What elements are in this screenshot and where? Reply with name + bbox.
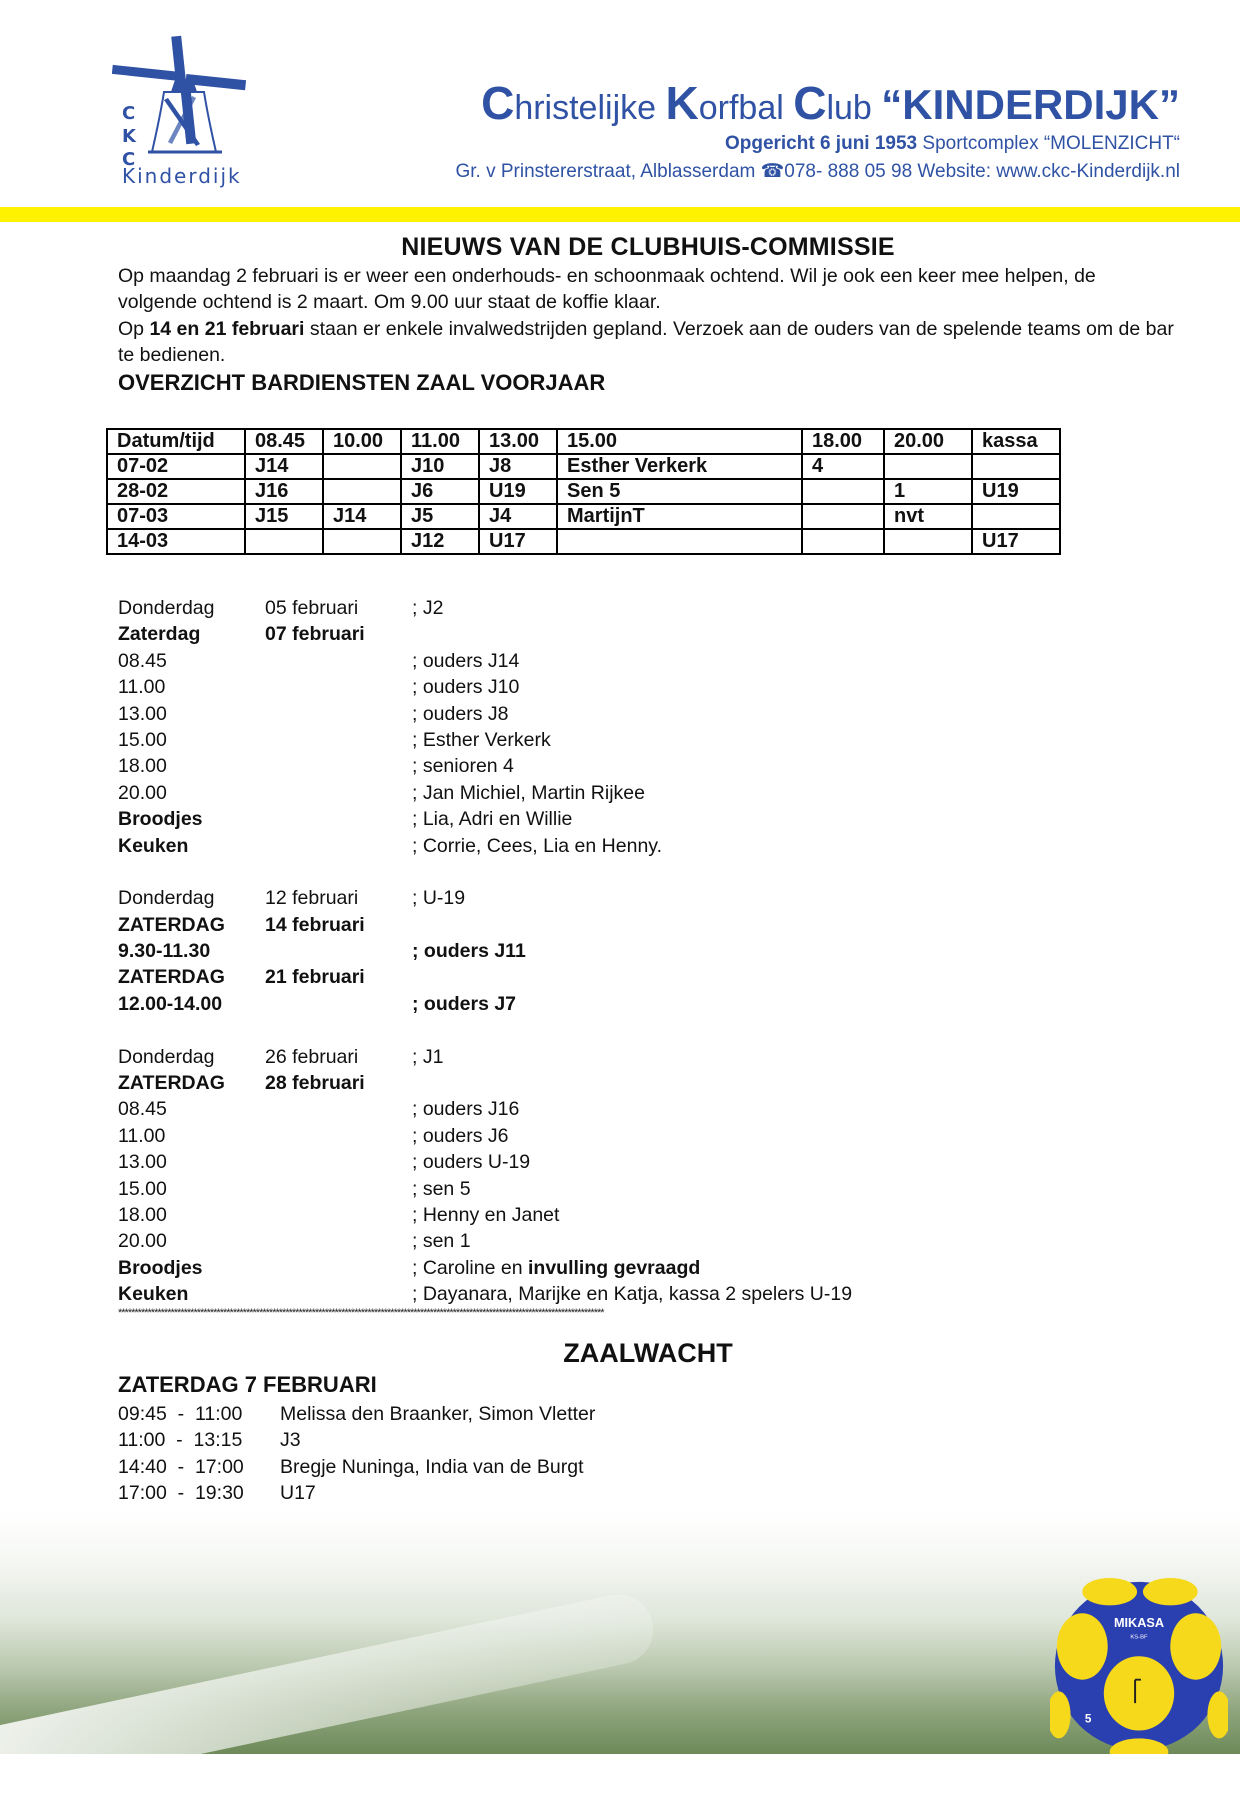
table-cell: 14-03 <box>107 529 245 554</box>
schedule-date <box>265 701 412 727</box>
schedule-label: Broodjes <box>118 1256 203 1279</box>
schedule-assignee: ; ouders U-19 <box>412 1151 531 1174</box>
schedule-date <box>265 753 412 779</box>
schedule-label: 12.00-14.00 <box>118 992 223 1015</box>
table-cell <box>802 479 884 504</box>
schedule-row <box>118 1096 1178 1122</box>
overview-title: OVERZICHT BARDIENSTEN ZAAL VOORJAAR <box>118 369 606 395</box>
schedule-label: 13.00 <box>118 1151 167 1174</box>
schedule-assignee: ; Henny en Janet <box>412 1203 560 1226</box>
table-cell: 28-02 <box>107 479 245 504</box>
founded-line <box>725 133 1180 155</box>
schedule-date <box>265 780 412 806</box>
text: Op <box>118 317 150 340</box>
zaalwacht-row <box>118 1454 595 1480</box>
table-cell: U19 <box>972 479 1060 504</box>
text: staan er enkele invalwedstrijden gepland. Verzoek aan de ouders van de spelende teams om de bar te bedienen. <box>118 317 1174 366</box>
schedule-date <box>265 991 412 1017</box>
table-cell: J8 <box>479 454 557 479</box>
club-name: “KINDERDIJK” <box>881 81 1180 128</box>
table-cell: U17 <box>479 529 557 554</box>
schedule-row <box>118 1255 1178 1281</box>
schedule-assignee: ; senioren 4 <box>412 755 514 778</box>
table-cell <box>972 454 1060 479</box>
title-word: hristelijke <box>514 89 666 127</box>
schedule-assignee: ; U-19 <box>412 887 466 910</box>
schedule-date <box>265 938 412 964</box>
bar-duty-table <box>106 428 1061 555</box>
schedule-assignee: ; ouders J7 <box>412 992 517 1015</box>
table-cell: J10 <box>401 454 479 479</box>
zaalwacht-row <box>118 1480 595 1506</box>
table-cell: J16 <box>245 479 323 504</box>
logo-letter: K <box>122 126 136 147</box>
schedule-label: 18.00 <box>118 755 167 778</box>
schedule-date: 28 februari <box>265 1072 365 1095</box>
schedule-assignee: ; J2 <box>412 597 444 619</box>
founded-date: Opgericht 6 juni 1953 <box>724 133 918 154</box>
schedule-label: 18.00 <box>118 1203 167 1226</box>
news-title: NIEUWS VAN DE CLUBHUIS-COMMISSIE <box>401 233 895 261</box>
schedule-assignee: ; ouders J16 <box>412 1098 520 1121</box>
schedule-row <box>118 621 1178 647</box>
table-header-cell: 13.00 <box>479 429 557 454</box>
schedule-label: Keuken <box>118 1283 189 1306</box>
table-cell: 1 <box>884 479 972 504</box>
table-cell: 07-02 <box>107 454 245 479</box>
schedule-assignee: ; sen 5 <box>412 1177 471 1200</box>
time-slot: 11:00 - 13:15 <box>118 1429 243 1452</box>
title-initial: C <box>481 77 515 129</box>
table-row <box>107 529 1060 554</box>
schedule-label: Zaterdag <box>118 623 201 646</box>
schedule-label: 15.00 <box>118 728 167 751</box>
schedule-date <box>265 727 412 753</box>
news-section <box>118 230 1178 396</box>
schedule-date <box>265 674 412 700</box>
highlight-dates: 14 en 21 februari <box>149 317 305 340</box>
schedule-label: Donderdag <box>118 597 215 619</box>
venue: Sportcomplex “MOLENZICHT“ <box>917 133 1180 154</box>
table-cell: U17 <box>972 529 1060 554</box>
schedule-row <box>118 727 1178 753</box>
schedule-label: Donderdag <box>118 1045 215 1068</box>
title-initial: K <box>665 77 699 129</box>
schedule-date <box>265 833 412 859</box>
schedule-label: ZATERDAG <box>118 966 225 989</box>
schedule-label: 9.30-11.30 <box>118 940 211 963</box>
table-header-cell: 08.45 <box>245 429 323 454</box>
club-logo <box>112 32 262 197</box>
schedule-assignee: ; ouders J6 <box>412 1124 509 1147</box>
schedule-date <box>265 1176 412 1202</box>
schedule-label: Broodjes <box>118 808 203 831</box>
schedule-row <box>118 674 1178 700</box>
title-word: lub <box>826 89 882 127</box>
table-cell: J14 <box>323 504 401 529</box>
assignee: J3 <box>280 1429 301 1452</box>
schedule-row <box>118 964 1178 990</box>
spacer <box>118 1017 1178 1043</box>
schedule-date <box>265 1228 412 1254</box>
news-paragraph: Op maandag 2 februari is er weer een onderhouds- en schoonmaak ochtend. Wil je ook een keer mee helpen, de volgende ochtend is 2 maart. Om 9.00 uur staat de koffie klaar. <box>118 264 1096 313</box>
logo-letter: C <box>122 149 136 170</box>
table-header-cell: kassa <box>972 429 1060 454</box>
schedule-assignee: ; Esther Verkerk <box>412 728 551 751</box>
schedule-assignee: ; ouders J10 <box>412 676 520 699</box>
schedule-date: 12 februari <box>265 887 359 910</box>
schedule-label: 15.00 <box>118 1177 167 1200</box>
table-cell <box>972 504 1060 529</box>
time-slot: 17:00 - 19:30 <box>118 1482 244 1505</box>
schedule-row <box>118 991 1178 1017</box>
schedule-row <box>118 1281 1178 1307</box>
table-cell <box>884 454 972 479</box>
phone-icon: ☎ <box>760 161 785 182</box>
table-cell: Sen 5 <box>557 479 802 504</box>
separator: **************************************************************************************************************************************************** <box>118 1308 604 1318</box>
address-line <box>455 160 1180 183</box>
zaalwacht-row <box>118 1401 595 1427</box>
table-cell: J5 <box>401 504 479 529</box>
assignee: U17 <box>280 1482 316 1505</box>
schedule-row <box>118 1228 1178 1254</box>
table-cell <box>802 504 884 529</box>
phone-number: 078- 888 05 98 <box>784 161 913 182</box>
logo-name: Kinderdijk <box>122 164 242 188</box>
schedule-row <box>118 780 1178 806</box>
table-header-cell: 10.00 <box>323 429 401 454</box>
schedule-date: 21 februari <box>265 966 365 989</box>
schedule-row <box>118 912 1178 938</box>
schedule-assignee: ; Jan Michiel, Martin Rijkee <box>412 781 645 804</box>
schedule-assignee <box>412 1070 1178 1096</box>
table-cell: 4 <box>802 454 884 479</box>
table-row <box>107 504 1060 529</box>
table-header-cell: 20.00 <box>884 429 972 454</box>
schedule-row <box>118 938 1178 964</box>
address: Gr. v Prinstererstraat, Alblasserdam <box>455 161 761 182</box>
website: Website: www.ckc-Kinderdijk.nl <box>912 161 1180 182</box>
table-cell: MartijnT <box>557 504 802 529</box>
table-cell: J14 <box>245 454 323 479</box>
table-row <box>107 479 1060 504</box>
zaalwacht-title: ZAALWACHT <box>563 1338 733 1368</box>
schedule-date <box>265 1149 412 1175</box>
schedule-label: 13.00 <box>118 702 167 725</box>
yellow-divider <box>0 207 1240 222</box>
logo-letter: C <box>122 103 136 124</box>
schedule-row <box>118 1044 1178 1070</box>
table-cell <box>557 529 802 554</box>
ball-brand: MIKASA <box>1113 1614 1165 1630</box>
table-cell: J12 <box>401 529 479 554</box>
assignee: Bregje Nuninga, India van de Burgt <box>280 1455 584 1478</box>
schedule-assignee: ; Dayanara, Marijke en Katja, kassa 2 spelers U-19 <box>412 1283 853 1306</box>
schedule-note: invulling gevraagd <box>527 1256 701 1279</box>
zaalwacht-row <box>118 1427 595 1453</box>
schedule-assignee: ; J1 <box>412 1045 444 1068</box>
schedule-assignee: ; sen 1 <box>412 1230 471 1253</box>
schedule-assignee <box>412 964 1178 990</box>
schedule-label: 11.00 <box>118 676 166 699</box>
schedule-row <box>118 806 1178 832</box>
schedule-assignee: ; ouders J14 <box>412 649 520 672</box>
schedule-row <box>118 1123 1178 1149</box>
table-cell: U19 <box>479 479 557 504</box>
korfball-icon <box>1050 1578 1228 1754</box>
time-slot: 09:45 - 11:00 <box>118 1403 243 1425</box>
title-initial: C <box>793 77 827 129</box>
schedule-row <box>118 1149 1178 1175</box>
schedule-row <box>118 885 1178 911</box>
schedule-assignee: ; ouders J8 <box>412 702 509 725</box>
table-cell <box>884 529 972 554</box>
schedule-date <box>265 1123 412 1149</box>
schedule-date: 05 februari <box>265 597 359 619</box>
schedule-assignee: ; Lia, Adri en Willie <box>412 808 573 831</box>
schedule-label: Donderdag <box>118 887 215 910</box>
schedule-assignee <box>412 912 1178 938</box>
club-title <box>481 76 1180 130</box>
schedule-row <box>118 833 1178 859</box>
zaalwacht-list <box>118 1401 595 1507</box>
ball-model: KS-BF <box>1130 1634 1148 1641</box>
schedule-label: 08.45 <box>118 649 167 672</box>
schedule-date <box>265 1202 412 1228</box>
table-header-cell: 11.00 <box>401 429 479 454</box>
schedule-row <box>118 1070 1178 1096</box>
table-header-cell: 15.00 <box>557 429 802 454</box>
schedule-date <box>265 1255 412 1281</box>
schedule-label: 11.00 <box>118 1124 166 1147</box>
table-header-cell: 18.00 <box>802 429 884 454</box>
table-cell: J4 <box>479 504 557 529</box>
table-cell <box>323 454 401 479</box>
spacer <box>118 859 1178 885</box>
table-cell: nvt <box>884 504 972 529</box>
ball-size: 5 <box>1084 1712 1092 1726</box>
news-paragraph <box>118 316 1178 369</box>
schedule-assignee: ; Caroline en <box>412 1256 528 1279</box>
schedule-assignee: ; ouders J11 <box>412 940 526 963</box>
assignee: Melissa den Braanker, Simon Vletter <box>280 1403 596 1425</box>
table-row <box>107 454 1060 479</box>
schedule-label: Keuken <box>118 834 189 857</box>
logo-letters <box>122 102 136 171</box>
zaalwacht-date: ZATERDAG 7 FEBRUARI <box>118 1372 377 1397</box>
schedule-label: ZATERDAG <box>118 1072 225 1095</box>
schedule-row <box>118 1176 1178 1202</box>
time-slot: 14:40 - 17:00 <box>118 1455 244 1478</box>
table-cell <box>802 529 884 554</box>
schedule-date <box>265 1281 412 1307</box>
table-cell <box>323 479 401 504</box>
schedule-row <box>118 595 1178 621</box>
table-cell: J6 <box>401 479 479 504</box>
schedule-date: 26 februari <box>265 1045 359 1068</box>
table-cell: Esther Verkerk <box>557 454 802 479</box>
schedule-label: ZATERDAG <box>118 913 225 936</box>
schedule-row <box>118 753 1178 779</box>
schedule-date <box>265 806 412 832</box>
schedule-row <box>118 1202 1178 1228</box>
schedule-assignee: ; Corrie, Cees, Lia en Henny. <box>412 834 663 857</box>
schedule-date <box>265 648 412 674</box>
bar-duty-schedule <box>118 595 1178 1308</box>
title-word: orfbal <box>698 89 794 127</box>
schedule-assignee <box>412 621 1178 647</box>
table-header-row <box>107 429 1060 454</box>
table-cell: J15 <box>245 504 323 529</box>
schedule-row <box>118 648 1178 674</box>
schedule-date: 07 februari <box>265 623 365 646</box>
table-cell <box>323 529 401 554</box>
table-cell <box>245 529 323 554</box>
schedule-label: 20.00 <box>118 781 167 804</box>
schedule-row <box>118 701 1178 727</box>
schedule-date <box>265 1096 412 1122</box>
schedule-date: 14 februari <box>265 913 365 936</box>
schedule-label: 20.00 <box>118 1230 167 1253</box>
table-header-cell: Datum/tijd <box>107 429 245 454</box>
table-cell: 07-03 <box>107 504 245 529</box>
schedule-label: 08.45 <box>118 1098 167 1121</box>
letterhead <box>0 0 1240 205</box>
